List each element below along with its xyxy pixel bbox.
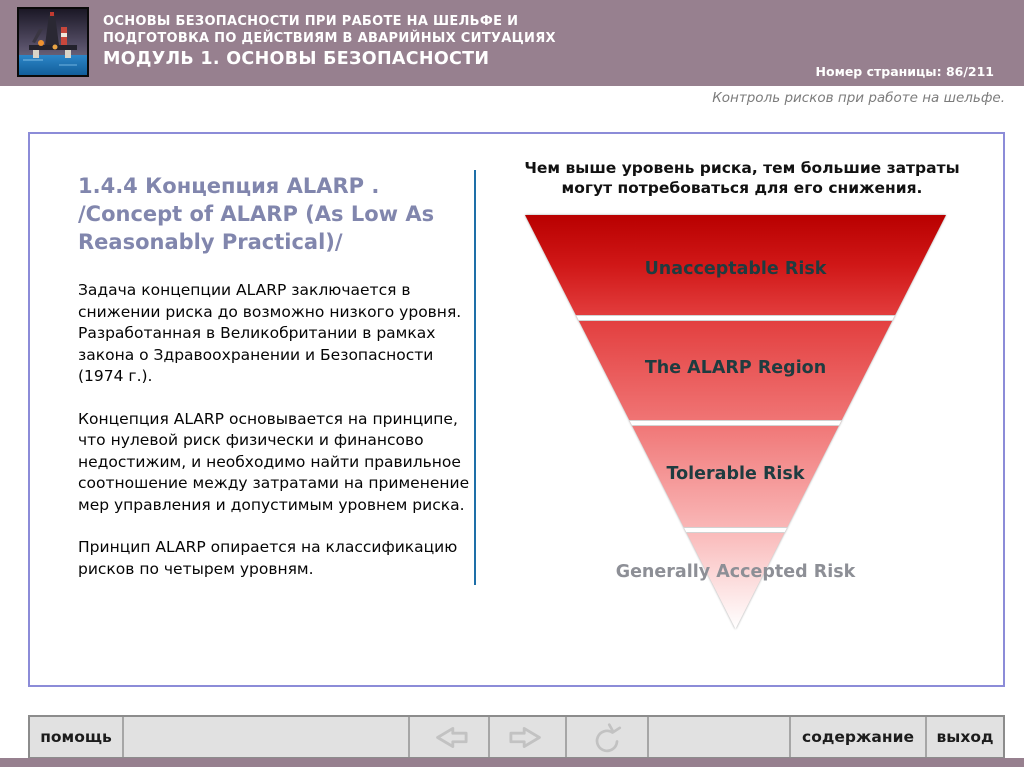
refresh-button[interactable] bbox=[565, 717, 647, 757]
toolbar-spacer bbox=[122, 717, 408, 757]
header-bar bbox=[0, 0, 1024, 86]
course-title-line1: ОСНОВЫ БЕЗОПАСНОСТИ ПРИ РАБОТЕ НА ШЕЛЬФЕ И bbox=[103, 14, 519, 29]
footer-strip bbox=[0, 758, 1024, 767]
funnel-shape bbox=[525, 215, 946, 629]
lesson-heading-line2: /Concept of ALARP (As Low As bbox=[78, 202, 435, 226]
funnel-gap bbox=[525, 527, 946, 533]
lesson-paragraph: Принцип ALARP опирается на классификацию рисков по четырем уровням. bbox=[78, 538, 458, 578]
oil-rig-logo-image bbox=[19, 9, 87, 75]
forward-button[interactable] bbox=[488, 717, 565, 757]
funnel-gap bbox=[525, 315, 946, 321]
lesson-paragraph: Концепция ALARP основывается на принципе, что нулевой риск физически и финансово недостижим, и необходимо найти правильное соотношение между затратами на применение мер управления и допустимым уровнем риска. bbox=[78, 409, 470, 514]
lesson-heading bbox=[78, 172, 470, 256]
funnel-level-label-unacceptable: Unacceptable Risk bbox=[644, 259, 827, 279]
lesson-heading-line3: Reasonably Practical)/ bbox=[78, 230, 343, 254]
content-panel bbox=[28, 132, 1005, 687]
chart-title-line2: могут потребоваться для его снижения. bbox=[561, 179, 923, 197]
chart-title bbox=[497, 158, 987, 198]
funnel-level-label-alarp: The ALARP Region bbox=[644, 358, 827, 378]
funnel-gap bbox=[525, 420, 946, 426]
forward-arrow-icon bbox=[505, 718, 551, 756]
refresh-icon bbox=[585, 717, 629, 757]
module-title: МОДУЛЬ 1. ОСНОВЫ БЕЗОПАСНОСТИ bbox=[103, 49, 490, 69]
funnel-shape-wrap bbox=[525, 215, 946, 629]
lesson-paragraph: Задача концепции ALARP заключается в снижении риска до возможно низкого уровня. Разработанная в Великобритании в рамках закона о Здравоохранении и Безопасности (1974 г.). bbox=[78, 281, 462, 385]
risk-funnel-chart bbox=[525, 215, 946, 629]
lesson-text-column bbox=[78, 172, 470, 601]
funnel-level-label-accepted: Generally Accepted Risk bbox=[615, 562, 856, 582]
course-titles bbox=[103, 13, 556, 70]
oil-rig-logo bbox=[17, 7, 89, 77]
contents-button[interactable]: содержание bbox=[789, 717, 925, 757]
funnel-level-label-tolerable: Tolerable Risk bbox=[666, 464, 805, 484]
exit-button[interactable]: выход bbox=[925, 717, 1003, 757]
toolbar-spacer bbox=[647, 717, 789, 757]
lesson-heading-line1: 1.4.4 Концепция ALARP . bbox=[78, 174, 380, 198]
chart-title-line1: Чем выше уровень риска, тем большие затраты bbox=[524, 159, 960, 177]
vertical-divider bbox=[474, 170, 476, 585]
navigation-bar bbox=[28, 715, 1005, 759]
back-arrow-icon bbox=[426, 718, 472, 756]
help-button[interactable]: помощь bbox=[40, 728, 112, 746]
section-subtitle: Контроль рисков при работе на шельфе. bbox=[712, 90, 1005, 106]
course-title-line2: ПОДГОТОВКА ПО ДЕЙСТВИЯМ В АВАРИЙНЫХ СИТУАЦИЯХ bbox=[103, 31, 556, 46]
back-button[interactable] bbox=[408, 717, 488, 757]
page-number: Номер страницы: 86/211 bbox=[815, 64, 994, 79]
